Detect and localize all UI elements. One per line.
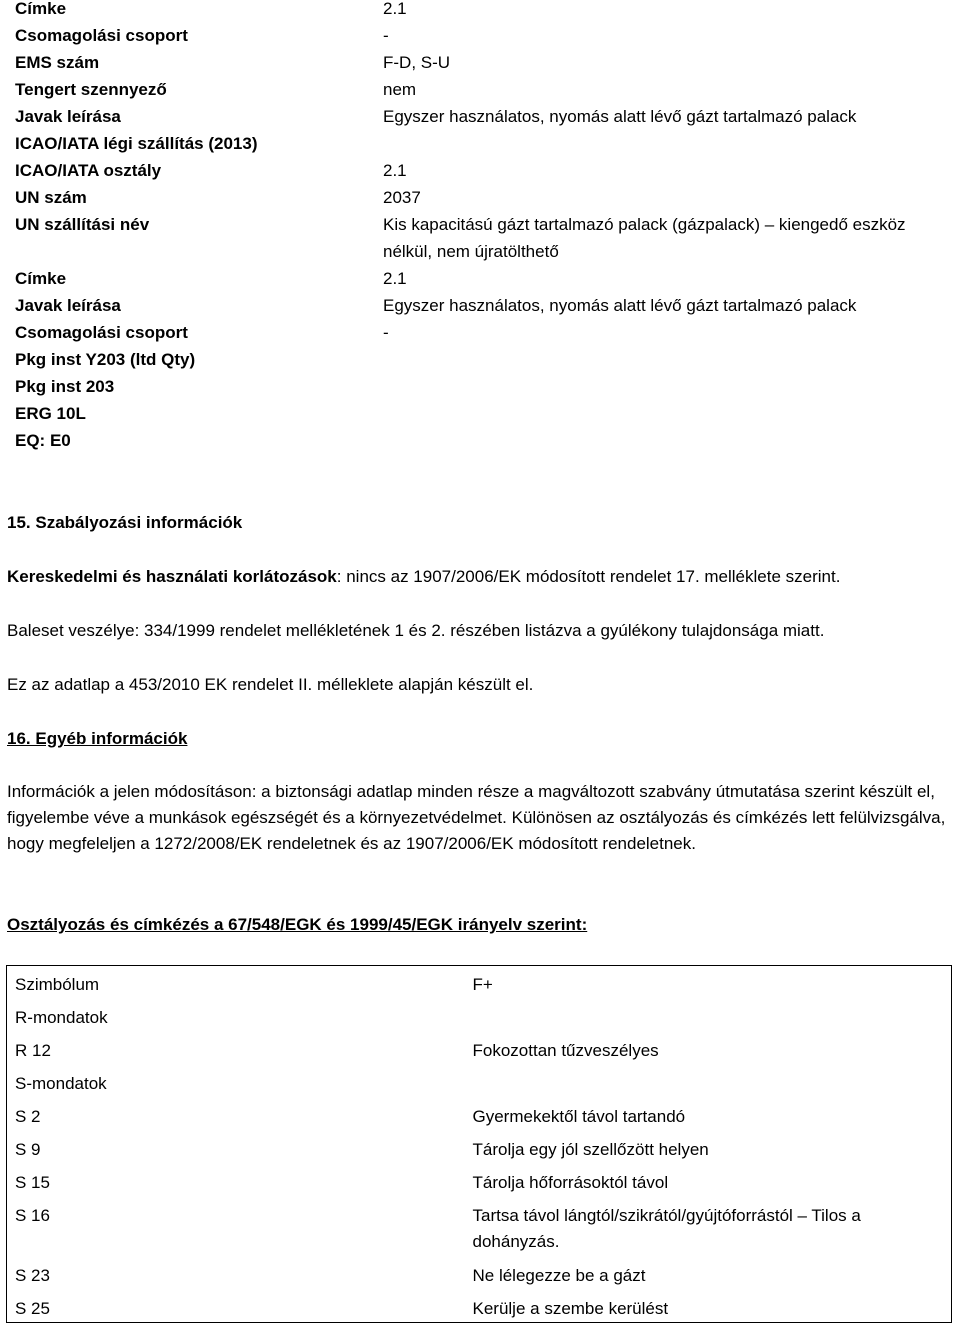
javak-leirasa-label: Javak leírása	[15, 107, 121, 126]
row-code: R 12	[15, 1040, 51, 1060]
icao-javak-value: Egyszer használatos, nyomás alatt lévő gázt tartalmazó palack	[383, 296, 857, 315]
row-code: S 9	[15, 1139, 41, 1159]
un-szam-label: UN szám	[15, 188, 87, 207]
ems-szam-value: F-D, S-U	[383, 53, 451, 72]
table-row	[7, 1197, 952, 1257]
csomagolasi-csoport-value: -	[383, 26, 389, 45]
section-15-heading: 15. Szabályozási információk	[7, 513, 243, 532]
restrictions-text: : nincs az 1907/2006/EK módosított rendelet 17. melléklete szerint.	[336, 567, 841, 586]
row-code: Szimbólum	[15, 975, 100, 994]
row-text: F+	[472, 975, 493, 994]
section-15-paragraph-1	[7, 566, 840, 588]
row-text	[465, 1065, 952, 1098]
row-code: S 2	[15, 1106, 41, 1126]
row-text: Tartsa távol lángtól/szikrától/gyújtóforrástól – Tilos a dohányzás.	[472, 1205, 861, 1251]
cimke-label: Címke	[15, 0, 67, 18]
table-row	[7, 1164, 952, 1197]
icao-csomag-value: -	[383, 323, 389, 342]
table-row	[7, 999, 952, 1032]
pkg-inst-y203: Pkg inst Y203 (ltd Qty)	[15, 350, 196, 369]
table-row	[7, 966, 952, 999]
icao-cimke-value: 2.1	[383, 269, 407, 288]
section-15-paragraph-3: Ez az adatlap a 453/2010 EK rendelet II. mélleklete alapján készült el.	[7, 675, 534, 694]
cimke-value: 2.1	[383, 0, 407, 18]
erg-10l: ERG 10L	[15, 404, 86, 423]
un-szallitasi-nev-value-line1: Kis kapacitású gázt tartalmazó palack (gázpalack) – kiengedő eszköz	[383, 215, 906, 234]
un-szam-value: 2037	[383, 188, 421, 207]
table-row	[7, 1098, 952, 1131]
row-code: S-mondatok	[15, 1073, 107, 1093]
row-code: S 15	[15, 1172, 50, 1192]
icao-heading: ICAO/IATA légi szállítás (2013)	[15, 134, 258, 153]
restrictions-label: Kereskedelmi és használati korlátozások	[7, 567, 337, 586]
icao-cimke-label: Címke	[15, 269, 67, 288]
pkg-inst-203: Pkg inst 203	[15, 377, 115, 396]
row-text: Tárolja egy jól szellőzött helyen	[472, 1139, 709, 1159]
section-16-heading: 16. Egyéb információk	[7, 729, 188, 748]
row-text: Kerülje a szembe kerülést	[472, 1298, 669, 1318]
tengert-szennyezo-label: Tengert szennyező	[15, 80, 167, 99]
icao-osztaly-value: 2.1	[383, 161, 407, 180]
row-text	[465, 999, 952, 1032]
un-szallitasi-nev-value-line2: nélkül, nem újratölthető	[383, 242, 559, 261]
row-code: S 16	[15, 1205, 50, 1225]
section-15-paragraph-2: Baleset veszélye: 334/1999 rendelet mellékletének 1 és 2. részében listázva a gyúlékony tulajdonsága miatt.	[7, 621, 825, 640]
csomagolasi-csoport-label: Csomagolási csoport	[15, 26, 188, 45]
table-row	[7, 1290, 952, 1323]
classification-table	[6, 965, 952, 1323]
section-16-paragraph: Információk a jelen módosításon: a biztonsági adatlap minden része a magváltozott szabvány útmutatása szerint készült el, figyelembe véve a munkások egészségét és a környezetvédelmet. Különösen az osztályozás és címkézés lett felülvizsgálva, hogy megfeleljen a 1272/2008/EK rendeletnek és az 1907/2006/EK módosított rendeletnek.	[7, 782, 946, 853]
row-text: Tárolja hőforrásoktól távol	[472, 1172, 669, 1192]
icao-javak-label: Javak leírása	[15, 296, 121, 315]
classification-heading: Osztályozás és címkézés a 67/548/EGK és 1999/45/EGK irányelv szerint:	[7, 915, 588, 934]
table-row	[7, 1065, 952, 1098]
row-text: Gyermekektől távol tartandó	[472, 1106, 686, 1126]
row-code: S 23	[15, 1265, 50, 1285]
table-row	[7, 1257, 952, 1290]
ems-szam-label: EMS szám	[15, 53, 100, 72]
un-szallitasi-nev-label: UN szállítási név	[15, 215, 150, 234]
tengert-szennyezo-value: nem	[383, 80, 417, 99]
icao-csomag-label: Csomagolási csoport	[15, 323, 188, 342]
table-row	[7, 1131, 952, 1164]
javak-leirasa-value: Egyszer használatos, nyomás alatt lévő gázt tartalmazó palack	[383, 107, 857, 126]
row-text: Fokozottan tűzveszélyes	[472, 1040, 659, 1060]
table-row	[7, 1032, 952, 1065]
row-text: Ne lélegezze be a gázt	[472, 1265, 646, 1285]
row-code: S 25	[15, 1298, 50, 1318]
icao-osztaly-label: ICAO/IATA osztály	[15, 161, 162, 180]
row-code: R-mondatok	[15, 1007, 108, 1027]
eq-e0: EQ: E0	[15, 431, 71, 450]
